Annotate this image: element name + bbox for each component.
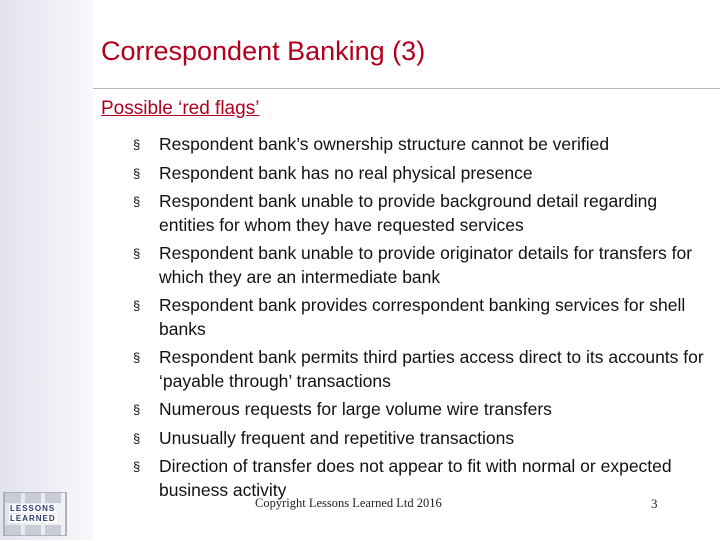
list-item (133, 294, 705, 341)
list-item-text: Respondent bank’s ownership structure cannot be verified (159, 134, 610, 154)
list-item (133, 190, 705, 237)
list-item (133, 398, 705, 422)
left-decorative-band (0, 0, 93, 540)
list-item-text: Direction of transfer does not appear to fit with normal or expected business activity (159, 456, 672, 500)
section-subheading: Possible ‘red flags’ (101, 98, 260, 119)
bullet-glyph: § (133, 298, 141, 313)
list-item (133, 242, 705, 289)
list-item (133, 133, 705, 157)
bullet-glyph: § (133, 402, 141, 417)
slide-title: Correspondent Banking (3) (101, 36, 426, 66)
logo-text-line2: LEARNED (10, 514, 56, 523)
bullet-glyph: § (133, 430, 141, 446)
bullet-glyph: § (133, 194, 141, 209)
list-item-text: Unusually frequent and repetitive transactions (159, 427, 515, 448)
list-item-text: Numerous requests for large volume wire transfers (159, 399, 552, 419)
page-number: 3 (651, 496, 658, 511)
list-item-text: Respondent bank has no real physical presence (159, 162, 533, 183)
list-item (133, 455, 705, 502)
bullet-glyph: § (133, 165, 141, 181)
list-item (133, 346, 705, 393)
logo-text-line1: LESSONS (10, 504, 56, 513)
bullet-glyph: § (133, 459, 141, 474)
list-item-text: Respondent bank unable to provide originator details for transfers for which they are an intermediate bank (159, 243, 693, 287)
list-item-text: Respondent bank provides correspondent banking services for shell banks (159, 295, 686, 339)
red-flags-list (133, 133, 705, 507)
bullet-glyph: § (133, 137, 141, 152)
bullet-glyph: § (133, 246, 141, 261)
list-item (133, 427, 705, 451)
title-divider (93, 88, 720, 89)
bullet-glyph: § (133, 350, 141, 365)
list-item (133, 162, 705, 186)
list-item-text: Respondent bank unable to provide background detail regarding entities for whom they have requested services (159, 191, 658, 235)
list-item-text: Respondent bank permits third parties access direct to its accounts for ‘payable through’ transactions (159, 347, 704, 391)
lessons-learned-logo (3, 492, 69, 536)
copyright-footer: Copyright Lessons Learned Ltd 2016 (255, 496, 442, 510)
